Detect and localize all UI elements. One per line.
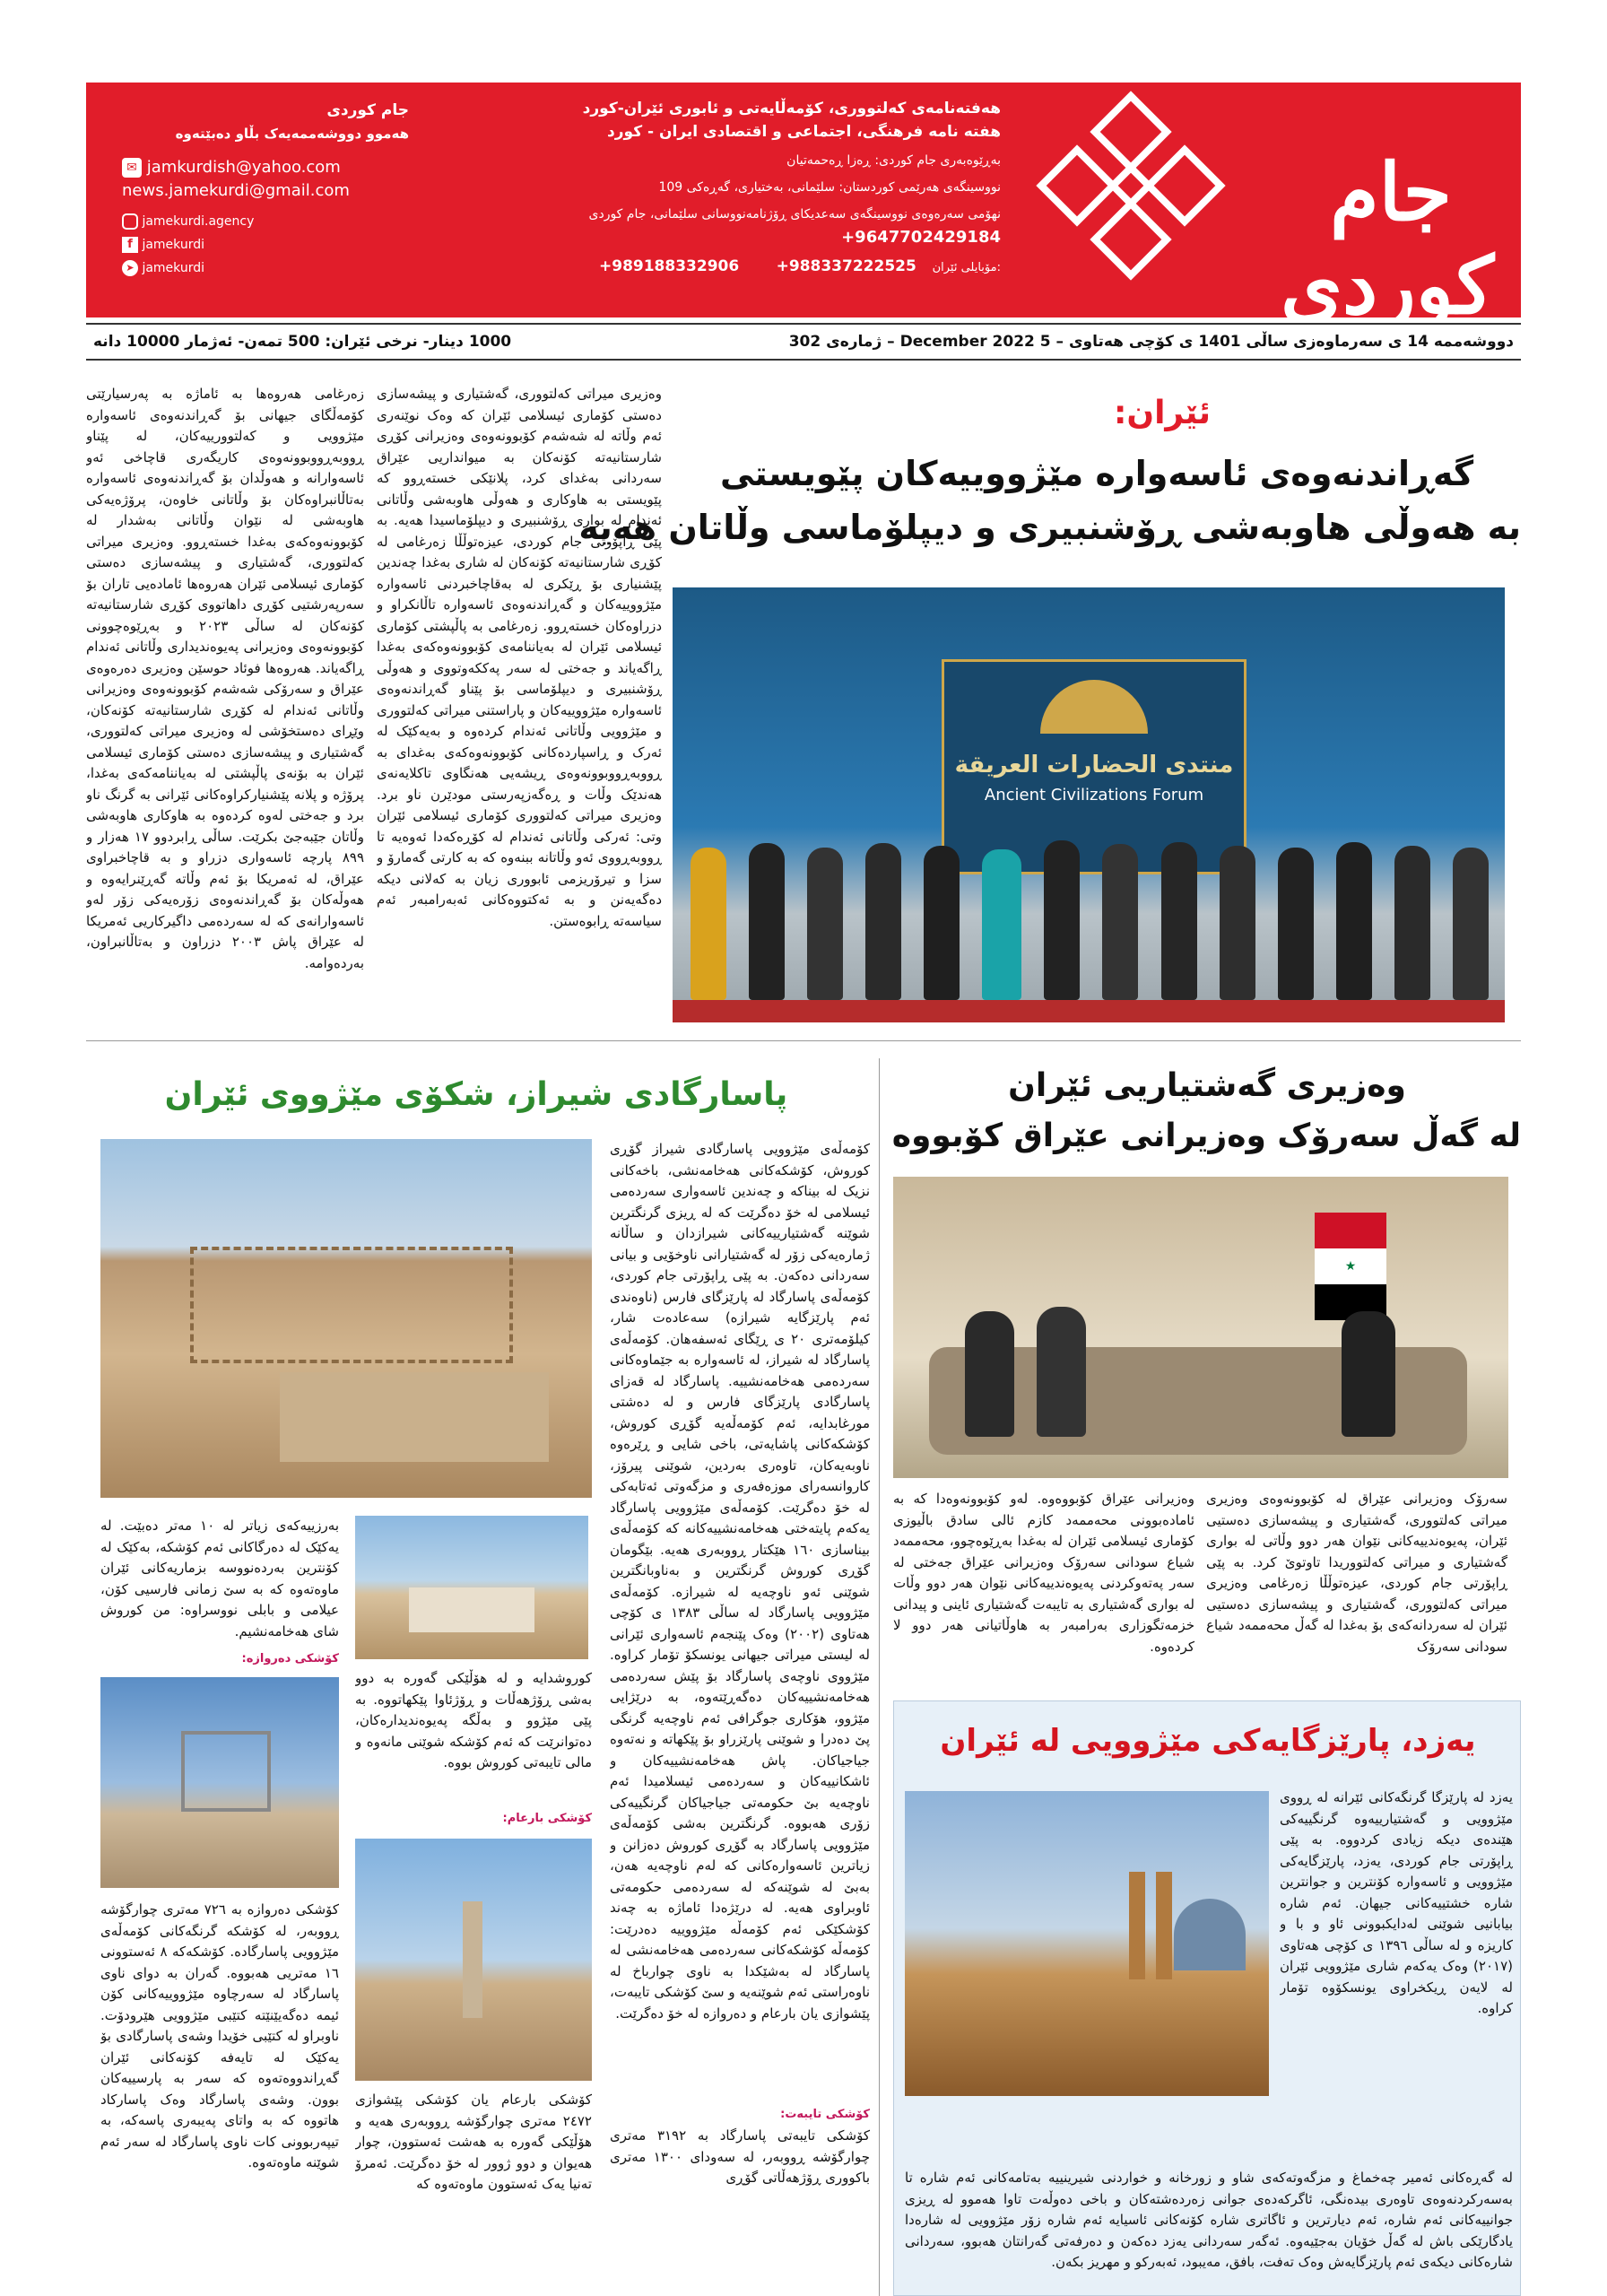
- banner-arabic: منتدى الحضارات العريقة: [954, 752, 1234, 778]
- article3-col-main: کۆمەڵەی مێژوویی پاسارگادی شیراز گۆڕی کوروش، کۆشکەکانی هەخامەنشی، باخەکانی نزیک لە بیناکە و چەندین ئاسەواری سەردەمی ئیسلامی لە خۆ دەگرێت کە لە ڕیزی گرنگترین شوێنە گەشتیارییەکانی شیرازدان و ساڵانە ژمارەیەکی زۆر لە گەشتیارانی ناوخۆیی و بیانی سەردانی دەکەن. بە پێی ڕاپۆرتی جام کوردی، کۆمەڵەی پاسارگاد لە پارێزگای فارس (ناوەندی ئەم پارێزگایە شیرازە) سەعادەت شار، کیلۆمەتری ٢٠ ی ڕێگای ئەسفەهان. کۆمەڵەی پاسارگاد لە شیراز، لە ئاسەوارە بە جێماوەکانی سەردەمی هەخامەنشییە. پاسارگاد لە قەزای پاسارگادی پارێزگای فارس و لە دەشتی مورغابدایە، ئەم کۆمەڵەیە گۆڕی کوروش، کۆشکەکانی پاشایەتی، باخی شایی و ڕێرەوە ناوبەیەکان، تاوەری بەردین، شوێنی پیرۆز، کاروانسەرای موزەفەری و مزگەوتی ئەتابەکی لە خۆ دەگرێت. کۆمەڵەی مێژوویی پاسارگاد یەکەم پایتەختی هەخامەنشییەکانە کە کۆمەڵەی بیناسازی ١٦٠ هێکتار ڕووبەری هەیە. بێگومان گۆڕی کوروش گرنگترین و بەناوبانگترین شوێنی ئەو ناوچەیە لە شیرازە. کۆمەڵەی مێژوویی پاسارگاد لە ساڵی ١٣٨٣ ی کۆچی هەتاوی (٢٠٠٢) وەک پێنجەم ئاسەواری ئێرانی لە لیستی میراتی جیهانی یونسکۆ تۆمار کراوە. مێژووی ناوچەی پاسارگاد بۆ پێش سەردەمی هەخامەنشییەکان دەگەڕێتەوە، بە درێژایی مێژوو، هۆکاری جوگرافی ئەم ناوچەیە گرنگی پێ دەدرا و شوێنی پارێزراو بۆ پێکهاتە و نەتەوە جیاجیاکان. پاش هەخامەنشییەکان و ئاشکانییەکان و سەردەمی ئیسلامیدا ئەم ناوچەیە بێ حکومەتی جیاجیاکان گرنگییەکی زۆری هەبووە. گرنگترین بەشی کۆمەڵەی مێژوویی پاسارگاد بە گۆڕی کوروش دەزانن و زیاترین ئاسەوارەکانی کە لەم ناوچەیە هەن، بەبێ لە شوێنەکە لە سەردەمی حکومەتی ئاوبراوی هەیە. لە درێژەدا ئاماژە بە چەند کۆشکێکی ئەم کۆمەڵە مێژووییە دەدرێت: کۆمەڵە کۆشکەکانی سەردەمی هەخامەنشی لە پاسارگاد لە بەشێکدا بە ناوی چوارباخ لە ناوەراستی ئەم شوێنەیە و سێ کۆشکی تایبەت، پێشوازی یان بارعام و دەروازە لە خۆ دەگرێت.: [610, 1141, 870, 2022]
- gate-photo: [100, 1677, 339, 1888]
- article4-col-bottom: لە گەڕەکانی ئەمیر چەخماغ و مزگەوتەکەی شاو و زورخانە و خواردنی شیرینییە بەتامەکانی ئەم شارە تا بەسەرکردنەوەی تاوەری بیدەنگی، ئاگرکەدەی جوانی زەردەشتەکان و باخی دەوڵەت تاوا هەموو لە ڕیزی جوانییەکانی ئەم شارە، ئەم دیارترین و ئاگاتری شارە کۆنەکانی ئاسیایە ئەم شارە زۆر مێژوویی لە شارەدا یادگارێکی باش لە گەڵ خۆیان بەجێیەوە. ئەگەر سەردانی یەزد دەکەن و دەرفەتی گەرانتان هەبوو، سەردانی شارەکانی دیکەی ئەم پارێزگایەش وەک تەفت، بافق، مەیبود، ئەبەرکو و مهریز بکەن.: [905, 2170, 1513, 2270]
- iraq-flag-icon: ★: [1315, 1213, 1386, 1320]
- lattice-pattern: [1019, 87, 1243, 311]
- person: [965, 1311, 1014, 1437]
- pasargad-main-photo: [100, 1139, 592, 1498]
- telegram-handle[interactable]: jamekurdi: [142, 261, 205, 275]
- price-line: 1000 دینار- نرخی ئێران: 500 تمەن- ئەژمار 10000 دانە: [93, 333, 512, 351]
- facebook-row[interactable]: [122, 233, 409, 257]
- yazd-box: [893, 1700, 1521, 2296]
- article4-headline: یەزد، پارێزگایەکی مێژوویی لە ئێران: [940, 1723, 1476, 1759]
- writers-line: نووسینگەی هەرێمی کوردستان: سلێمانی، بەختیاری، گەڕەکی 109: [658, 180, 1001, 195]
- logo: [1281, 109, 1494, 332]
- column: [463, 1901, 482, 2018]
- person: [1037, 1307, 1086, 1437]
- facebook-icon: f: [122, 237, 138, 253]
- facebook-handle[interactable]: jamekurdi: [142, 238, 205, 252]
- masthead-info: [552, 97, 1001, 312]
- article1-col2: زەرغامی هەروەها بە ئاماژە بە پەرسیارێتی کۆمەڵگای جیهانی بۆ گەڕاندنەوەی ئاسەوارە مێژوویی و کەلتوورییەکان، لە پێناو ڕووبەڕووبوونەوەی کاریگەری قاچاخی ئەو ئاسەوارانە و هەوڵدان بۆ گەڕاندنەوەی ئاسەوارە بەتاڵانبراوەکان بۆ وڵاتانی خاوەن، پرۆژەیەکی هاوبەشی لە نێوان وڵاتانی بەشدار لە کۆبوونەوەکەی بەغدا خستەڕوو. وەزیری میراتی کەلتووری، گەشتیاری و پیشەسازی دەستی کۆماری ئیسلامی ئێران هەروەها ئامادەیی تاران بۆ سەرپەرشتیی کۆڕی داهاتووی کۆڕی شارستانیەتە کۆنەکان لە ساڵی ٢٠٢٣ و بەڕێوەچوونی کۆبوونەوەی وەزیرانی پەیوەندیداری وڵاتانی ئەندام ڕاگەیاند. هەروەها فوئاد حوسێن وەزیری دەرەوەی عێراق و سەرۆکی شەشەم کۆبوونەوەی وەزیرانی وڵاتانی ئەندام لە کۆڕی شارستانیەتە کۆنەکان، وێڕای دەستخۆشی لە وەزیری میراتی کەلتووری، گەشتیاری و پیشەسازی دەستی کۆماری ئیسلامی ئێران بە بۆنەی پاڵپشتی لە بەیاننامەکەی بەغدا، پرۆژە و پلانە پێشنیارکراوەکانی ئێرانی بە گرنگ ناو برد و جەختی لەوە کردەوە بە هاوکاری هاوبەشی وڵاتان جێبەجێ بکرێت. ساڵی ڕابردوو ١٧ هەزار و ٨٩٩ پارچە ئاسەواری دزراو و بە قاچاخبراوی عێراق، لە ئەمریکا بۆ ئەم وڵاتە گەڕێنرایەوە و هەوڵەکان بۆ گەڕاندنەوەی زۆرەیەکی زۆر لەو ئاسەوارانەی کە لە سەردەمی داگیرکاریی ئەمریکا لە عێراق پاش ٢٠٠٣ دزراون و بەتاڵانبراون، بەردەوامە.: [86, 386, 364, 971]
- caption-tapt: کۆشکی تایبەت:: [780, 2108, 870, 2121]
- ruins: [409, 1587, 534, 1632]
- column-divider: [879, 1058, 880, 2296]
- dome: [1174, 1899, 1246, 1970]
- date-line: دووشەممە 14 ی سەرماوەزی ساڵی 1401 ی کۆچی هەتاوی – 5 December 2022 – ژمارەی 302: [788, 333, 1514, 351]
- article3-col-left-top: بەرزییەکەی زیاتر لە ١٠ مەتر دەبێت. لە یەکێک لە دەرگاکانی ئەم کۆشکە، بەکێک لە کۆنترین بەردەنووسە بزماریەکانی ئێران ماوەتەوە کە بە سێ زمانی فارسیی کۆن، عیلامی و بابلی نووسراوە: من کوروش شای هەخامەنشیم.: [100, 1518, 339, 1639]
- darwaza-photo: [355, 1516, 588, 1659]
- phone-iran2: +988337222525: [776, 257, 916, 275]
- minaret: [1156, 1872, 1172, 1979]
- caption-darwaza: کۆشکی دەروازە:: [241, 1652, 339, 1665]
- email-row[interactable]: [122, 156, 409, 179]
- phone-iran1: +989188332906: [599, 257, 740, 275]
- email2[interactable]: news.jamekurdi@gmail.com: [122, 181, 350, 200]
- ruins-grid: [190, 1247, 513, 1363]
- phone-iraq: +9647702429184: [841, 228, 1001, 247]
- article4-col-top: یەزد لە پارێزگا گرنگەکانی ئێرانە لە ڕووی مێژوویی و گەشتیارییەوە گرنگییەکی هێندەی دیکە زیادی کردووە. بە پێی ڕاپۆرتی جام کوردی، یەزد، پارێزگایەکی مێژوویی و ئاسەوارە کۆنترین و جوانترین شارە خشتییەکانی جیهان. ئەم شارە بیابانیی شوێنی لەدایکبوونی ئاو و با و کاریزە و لە ساڵی ١٣٩٦ ی کۆچی هەتاوی (٢٠١٧) وەک یەکەم شاری مێژوویی ئێران لە لایەن ڕیکخراوی یونسکۆوە تۆمار کراوە.: [1280, 1789, 1513, 2016]
- owner-line: بەڕێوەبەری جام کوردی: ڕەزا ڕەحمەتیان: [786, 153, 1001, 168]
- dateline: [86, 323, 1521, 361]
- article2-col1: سەرۆک وەزیرانی عێراق لە کۆبوونەوەی وەزیری میراتی کەلتووری، گەشتیاری و پیشەسازی دەستیی ئێران، پەیوەندییەکانی نێوان هەر دوو وڵاتی لە بواری گەشتیاری و میراتی کەلتووریدا تاوتوێ کرد. بە پێی ڕاپۆرتی جام کوردی، عیزەتوڵڵا زەرغامی وەزیری میراتی کەلتووری، گەشتیاری و پیشەسازی دەستیی ئێران لە سەردانەکەی بۆ بەغدا لە گەڵ محەممەد شیاع سودانی سەرۆک: [1206, 1491, 1507, 1655]
- caption-barham: کۆشکی بارعام:: [502, 1812, 592, 1825]
- contact-title: جام کوردی: [326, 101, 409, 119]
- email-icon: ✉: [122, 158, 142, 178]
- article1-headline-2: بە هەوڵی هاوبەشی ڕۆشنبیری و دیپلۆماسی وڵاتان هەیە: [578, 508, 1521, 547]
- article3-col-mid-top: کوروشدایە و لە هۆڵێکی گەورە بە دوو بەشی ڕۆژهەڵات و ڕۆژئاوا پێکهاتووە. بە پێی مێژوو و بەڵگە پەیوەندیدارەکان، دەتوانرێت کە ئەم کۆشکە شوێنی مانەوە و مالی تایبەتی کوروش بووە.: [355, 1670, 592, 1770]
- instagram-row[interactable]: [122, 210, 409, 233]
- masthead: [86, 83, 1521, 332]
- article2-headline-1: وەزیری گەشتیاریی ئێران: [1008, 1067, 1406, 1104]
- gate-canopy: [181, 1731, 271, 1812]
- office-line: نهۆمی سەرەوەی نووسینگەی سەعدیکای ڕۆژنامەنووسانی سلێمانی، جام کوردی: [588, 207, 1001, 222]
- article3-col-mid-bottom: کۆشکی بارعام یان کۆشکی پێشوازی ٢٤٧٢ مەتری چوارگۆشە ڕووبەری هەیە و هۆڵێکی گەورە بە هەشت ئەستوون، چوار هەیوان و دوو ژوور لە خۆ دەگرێت. ئەمرۆ تەنیا یەک ئەستوون ماوەتەوە کە: [355, 2092, 592, 2192]
- telegram-icon: ➤: [122, 260, 138, 276]
- phone-row: [552, 255, 1001, 280]
- meeting-photo: [893, 1177, 1508, 1478]
- minaret: [1129, 1872, 1145, 1979]
- mobile-label: مۆبایلی ئێران:: [932, 261, 1001, 274]
- article1-headline-1: گەڕاندنەوەی ئاسەوارە مێژووییەکان پێویستی: [719, 454, 1474, 493]
- article1-col1: وەزیری میراتی کەلتووری، گەشتیاری و پیشەسازی دەستی کۆماری ئیسلامی ئێران کە وەک نوێنەری ئەم وڵاتە لە شەشەم کۆبوونەوەی وەزیرانی کۆڕی شارستانیەتە کۆنەکان بە میوانداریی عێراق سەردانی بەغدای کرد، پلانێکی خستەڕوو کە پێویستی بە هاوکاری و هەوڵی هاوبەشی وڵاتانی ئەندام لە بواری ڕۆشنبیری و دیپلۆماسیدا هەیە. بە پێی ڕاپۆرتی جام کوردی، عیزەتوڵڵا زەرغامی لە کۆڕی شارستانیەتە کۆنەکان لە شاری بەغدا چەندین پێشنیاری بۆ ڕێکری لە بەقاچاخبردنی ئاسەوارە مێژووییەکان و گەڕاندنەوەی ئاسەوارە تاڵانکراو و دزراوەکان خستەڕوو. زەرغامی بە پاڵپشتی کۆماری ئیسلامی ئێران لە بەیاننامەی کۆبوونەوەکەی بەغدا ڕاگەیاند و جەختی لە سەر پەککەوتووی و هەوڵی ڕۆشنبیری و دیپلۆماسی بۆ پێناو گەڕاندنەوەی ئاسەوارە مێژووییەکان و پاراستنی میراتی کەلتووری و مێژوویی وڵاتانی ئەندام کردەوە و بەیەکێک لە ئەرک و ڕاسپاردەکانی کۆبوونەوەکەی بەغدای بە ڕووبەڕووبوونەوەی ڕیشەیی هەنگاوی تاکلایەنەی هەندێک وڵات و ڕەگەزپەرستی مودێرن ناو برد. وەزیری میراتی کەلتووری کۆماری ئیسلامی ئێران وتی: ئەرکی وڵاتانی ئەندام لە کۆڕەکەدا ئەوەیە تا ڕووبەڕووی ئەو وڵاتانە ببنەوە کە بە کارتی گەمارۆ و سزا و تیرۆریزمی ئابووری زیان بە کەلانی دیکە دەگەیەنن و بە ئەکتووەکانی ئەبەرامبەر ئەم سیاسەتە ڕابوەستن.: [377, 386, 662, 929]
- article2-headline-2: لە گەڵ سەرۆک وەزیرانی عێراق کۆبووە: [891, 1118, 1521, 1154]
- article1-kicker: ئێران:: [1113, 395, 1212, 431]
- forum-photo: [673, 587, 1505, 1022]
- email1[interactable]: jamkurdish@yahoo.com: [146, 158, 341, 177]
- sun-emblem-icon: [1040, 680, 1148, 734]
- article3-col-left-bottom: کۆشکی دەروازە بە ٧٢٦ مەتری چوارگۆشە ڕووبەر، لە کۆشکە گرنگەکانی کۆمەڵەی مێژوویی پاسارگادە. کۆشکەکە ٨ ئەستوونی ١٦ مەتریی هەبووە. گەران بە دوای ناوی پاسارگاد لە سەرچاوە مێژووییەکانی کۆن ئیمە دەگەیێنێتە کتێبی مێژوویی هێرودۆت. ناوبراو لە کتێبی خۆیدا وشەی پاسارگادی بۆ یەکێک لە تایەفە کۆنەکانی ئێران گەڕاندووەتەوە کە سەر بە پارسییەکان بوون. وشەی پاسارگاد وەک پاسارکاد هاتووە کە بە واتای پەیبەری پاسەکە، بە تیپەربوونی کات ناوی پاسارگاد لە سەر ئەم شوێنە ماوەتەوە.: [100, 1901, 339, 2170]
- article2-col2: وەزیرانی عێراق کۆبووەوە. لەو کۆبوونەوەدا کە بە ئامادەبوونی محەممەد کازم ئالی سادق باڵیوزی کۆماری ئیسلامی ئێران لە بەغدا بەڕێوەچوو، محەممەد شیاع سودانی سەرۆک وەزیرانی عێراق جەختی لە سەر پەتەوکردنی پەیوەندییەکانی نێوان هەر دوو وڵات لە بواری گەشتیاری بە تایبەت گەشتیاری ئاینی و پیدانی خزمەتگوزاری بەرامبەر بە هاوڵاتیانی هەر دوو لا کردەوە.: [893, 1491, 1194, 1655]
- stone-foundation: [280, 1372, 549, 1462]
- desc-line1: هەفتەنامەی کەلتووری، کۆمەڵایەتی و ئابوری ئێران-کورد: [582, 100, 1001, 117]
- article3-headline: پاسارگادی شیراز، شکۆی مێژووی ئێران: [164, 1076, 788, 1113]
- instagram-icon: [122, 213, 138, 230]
- yazd-photo: [905, 1791, 1269, 2096]
- telegram-row[interactable]: [122, 257, 409, 280]
- red-carpet: [673, 1000, 1505, 1022]
- banner-english: Ancient Civilizations Forum: [984, 786, 1204, 804]
- instagram-handle[interactable]: jamekurdi.agency: [142, 214, 255, 229]
- barham-photo: [355, 1839, 592, 2081]
- desc-line2: هفته نامه فرهنگی، اجتماعی و اقتصادی ایران - کورد: [607, 123, 1001, 141]
- contact-block: [122, 99, 409, 305]
- divider: [86, 1040, 1521, 1041]
- contact-subtitle: هەموو دووشەممەیەک بڵاو دەبێتەوە: [175, 126, 409, 142]
- logo-text: جام کوردی: [1281, 145, 1494, 332]
- officials-group: [691, 839, 1489, 1000]
- article3-col-main-tail: کۆشکی تایبەتی پاسارگاد بە ٣١٩٢ مەتری چوارگۆشە ڕووبەر، لە سەودای ١٣٠٠ مەتری باکووری ڕۆژهەڵاتی گۆڕی: [610, 2127, 870, 2186]
- article-iran-heritage: [578, 377, 1521, 1022]
- person: [1342, 1311, 1395, 1437]
